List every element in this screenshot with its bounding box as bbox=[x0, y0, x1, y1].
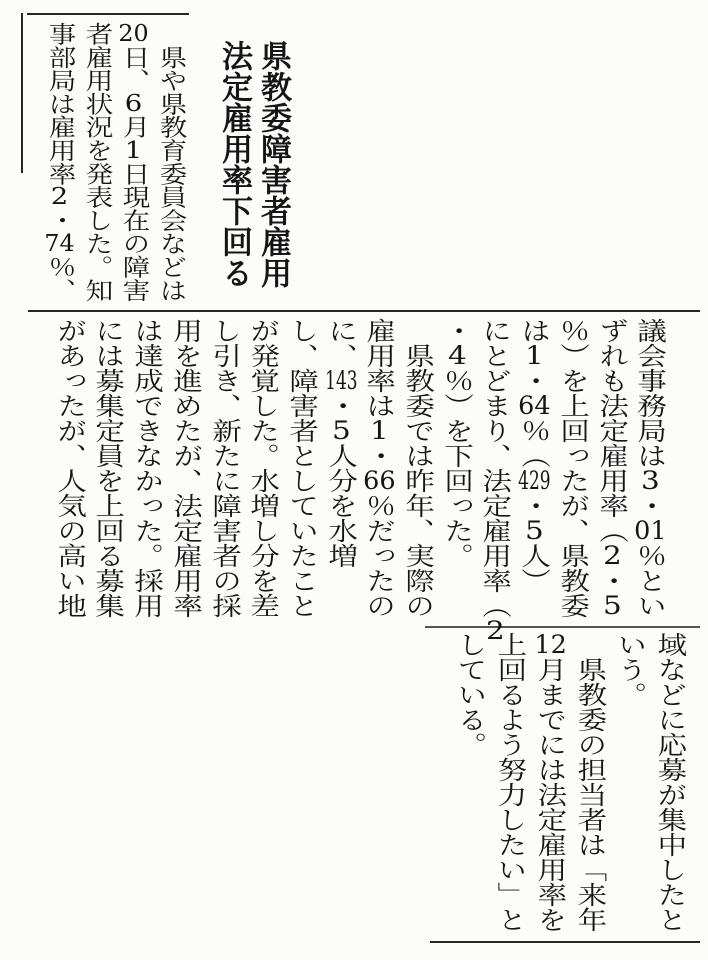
column-rule bbox=[28, 310, 700, 312]
body-column: ％）を上回ったが、県教委 bbox=[556, 318, 591, 618]
column-rule bbox=[21, 13, 23, 173]
body-column: は1・64％（429・5人） bbox=[517, 318, 552, 593]
body-column: 議会事務局は3・01％とい bbox=[633, 318, 668, 618]
column-rule bbox=[430, 941, 700, 943]
body-column: が発覚した。水増し分を差 bbox=[246, 318, 281, 618]
body-column: は達成できなかった。採用 bbox=[130, 318, 165, 618]
body-column: に、143・5人分を水増 bbox=[323, 318, 359, 568]
lead-paragraph bbox=[41, 22, 189, 302]
tail-column: 上回るよう努力したい」と bbox=[493, 632, 528, 932]
body-column: には募集定員を上回る募集 bbox=[91, 318, 126, 618]
body-column: 用を進めたが、法定雇用率 bbox=[169, 318, 204, 618]
lead-column: 者雇用状況を発表した。知 bbox=[80, 22, 113, 302]
tail-column: 域などに応募が集中したと bbox=[653, 632, 688, 932]
headline bbox=[214, 40, 292, 288]
lead-column: 事部局は雇用率2・74％、 bbox=[43, 22, 76, 302]
headline-line: 県教委障害者雇用 bbox=[255, 40, 291, 288]
body-column: し引き、新たに障害者の採 bbox=[207, 318, 243, 618]
body-column: ずれも法定雇用率（2・5 bbox=[594, 318, 630, 618]
body-column: 雇用率は1・66％だったの bbox=[362, 318, 397, 618]
body-column: ・4％）を下回った。 bbox=[440, 318, 475, 568]
body-column: し、障害者としていたこと bbox=[285, 318, 320, 618]
article-body bbox=[50, 318, 669, 643]
lead-column: 20日、6月1日現在の障害 bbox=[117, 22, 150, 302]
article-tail bbox=[450, 632, 690, 932]
body-column: があったが、人気の高い地 bbox=[52, 318, 88, 618]
column-rule bbox=[27, 13, 189, 15]
tail-column: いう。 bbox=[613, 632, 648, 707]
body-column: にとどまり、法定雇用率（2 bbox=[478, 318, 513, 643]
body-column: 県教委では昨年、実際の bbox=[401, 318, 436, 618]
tail-column: 県教委の担当者は「来年 bbox=[573, 632, 608, 932]
lead-column: 県や県教育委員会などは bbox=[154, 22, 187, 302]
tail-column: している。 bbox=[453, 632, 488, 757]
tail-column: 12月までには法定雇用率を bbox=[533, 632, 568, 932]
headline-line: 法定雇用率下回る bbox=[216, 40, 252, 288]
